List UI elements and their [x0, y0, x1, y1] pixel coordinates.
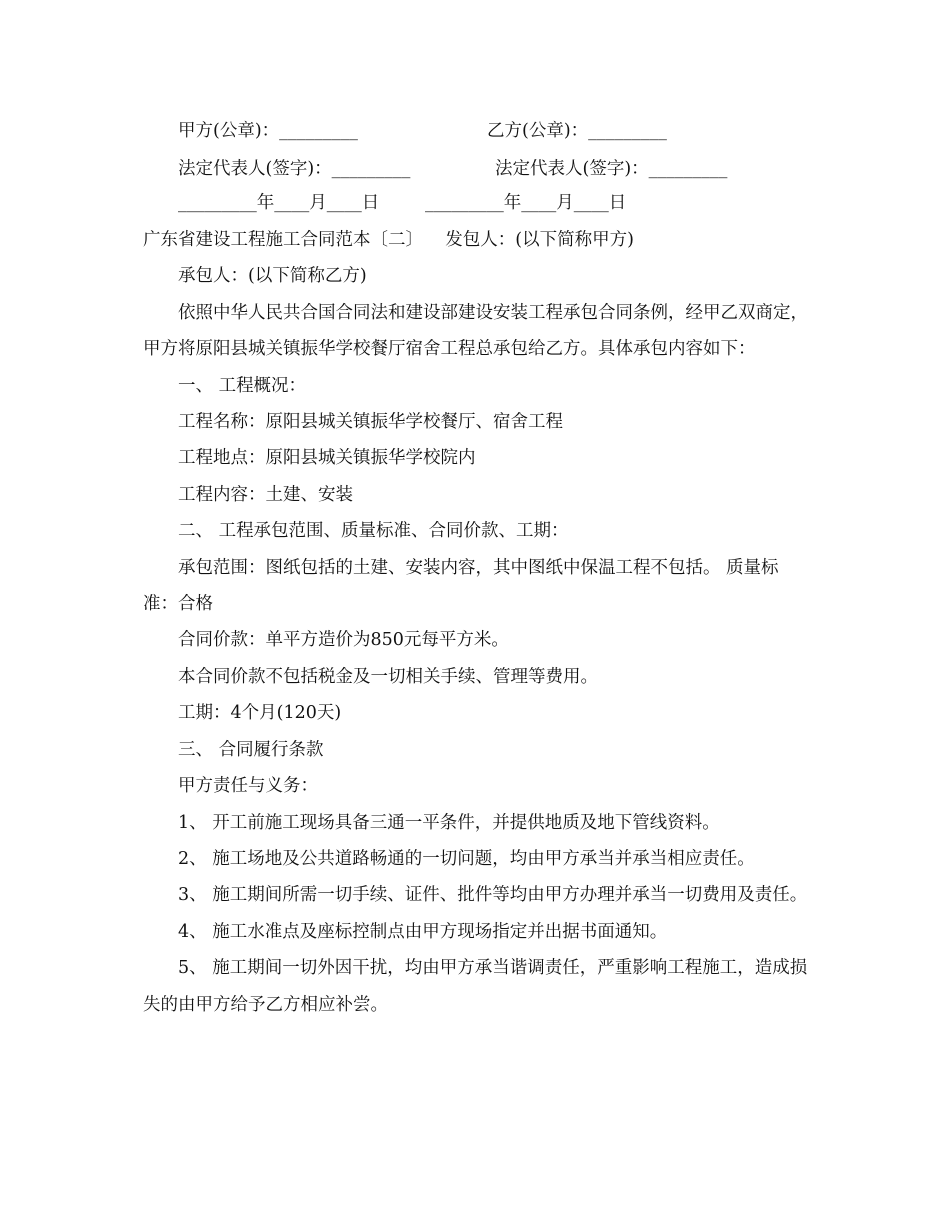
paragraph: 工程内容：土建、安装: [178, 484, 353, 505]
paragraph: 承包范围：图纸包括的土建、安装内容，其中图纸中保温工程不包括。 质量标准：合格: [143, 557, 779, 615]
section-heading: 一、 工程概况：: [178, 375, 307, 396]
paragraph: 工期：4个月(120天): [178, 703, 342, 724]
paragraph: 甲方责任与义务：: [178, 776, 318, 797]
list-item: 4、 施工水准点及座标控制点由甲方现场指定并出据书面通知。: [178, 921, 668, 942]
section-heading: 三、 合同履行条款: [178, 739, 324, 760]
list-item: 1、 开工前施工现场具备三通一平条件，并提供地质及地下管线资料。: [178, 812, 720, 833]
list-item: 5、 施工期间一切外因干扰，均由甲方承当谐调责任，严重影响工程施工，造成损失的由甲方给予乙方相应补尝。: [143, 958, 808, 1015]
party-b-seal: 乙方(公章)：_________: [487, 121, 667, 141]
party-a-date: _________年____月____日: [178, 193, 380, 213]
paragraph: 工程地点：原阳县城关镇振华学校院内: [178, 448, 476, 469]
party-b-date: _________年____月____日: [425, 193, 627, 213]
party-a-seal: 甲方(公章)：_________: [178, 121, 358, 141]
paragraph: 承包人：(以下简称乙方): [178, 266, 367, 287]
title-line: 广东省建设工程施工合同范本〔二〕 发包人：(以下简称甲方): [143, 230, 634, 250]
paragraph: 依照中华人民共合国合同法和建设部建设安装工程承包合同条例，经甲乙双商定，甲方将原阳县城关镇振华学校餐厅宿舍工程总承包给乙方。具体承包内容如下：: [143, 302, 808, 360]
list-item: 2、 施工场地及公共道路畅通的一切问题，均由甲方承当并承当相应责任。: [178, 848, 755, 869]
contract-body: [143, 222, 811, 1023]
section-heading: 二、 工程承包范围、质量标准、合同价款、工期：: [178, 521, 569, 542]
list-item: 3、 施工期间所需一切手续、证件、批件等均由甲方办理并承当一切费用及责任。: [178, 885, 808, 906]
party-b-representative: 法定代表人(签字)：_________: [495, 159, 728, 179]
paragraph: 合同价款：单平方造价为850元每平方米。: [178, 630, 509, 651]
signature-rep-row: [0, 154, 950, 184]
paragraph: 工程名称：原阳县城关镇振华学校餐厅、宿舍工程: [178, 412, 563, 433]
signature-date-row: [0, 188, 950, 218]
paragraph: 本合同价款不包括税金及一切相关手续、管理等费用。: [178, 666, 598, 687]
party-a-representative: 法定代表人(签字)：_________: [178, 159, 411, 179]
signature-seal-row: [0, 116, 950, 146]
